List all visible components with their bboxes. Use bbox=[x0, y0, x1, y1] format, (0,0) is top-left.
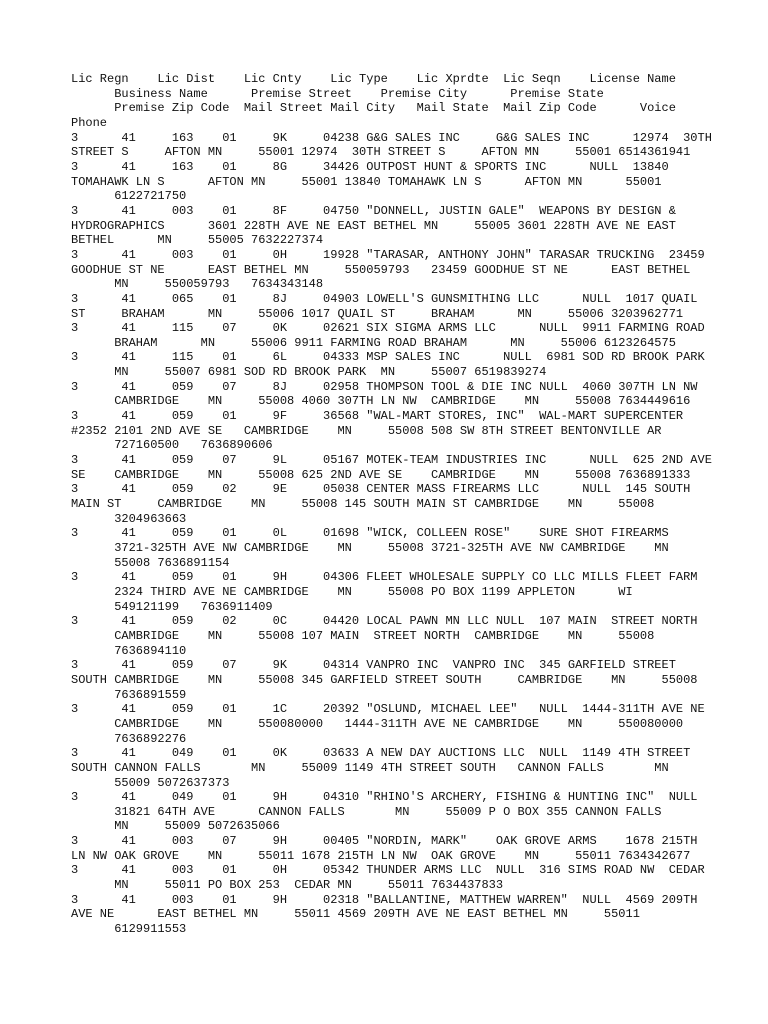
text-line: 3 41 059 01 9H 04306 FLEET WHOLESALE SUPPLY CO LLC MILLS FLEET FARM bbox=[71, 570, 698, 585]
text-line: 3 41 059 01 0L 01698 "WICK, COLLEEN ROSE" SURE SHOT FIREARMS bbox=[71, 526, 669, 541]
text-line: MN 550059793 7634343148 bbox=[71, 277, 324, 292]
text-line: 7636891559 bbox=[71, 687, 187, 702]
text-line: 3 41 003 07 9H 00405 "NORDIN, MARK" OAK GROVE ARMS 1678 215TH bbox=[71, 834, 698, 849]
text-line: 31821 64TH AVE CANNON FALLS MN 55009 P O BOX 355 CANNON FALLS bbox=[71, 804, 662, 819]
text-line: 3 41 163 01 8G 34426 OUTPOST HUNT & SPORTS INC NULL 13840 bbox=[71, 159, 669, 174]
text-line: SE CAMBRIDGE MN 55008 625 2ND AVE SE CAMBRIDGE MN 55008 7636891333 bbox=[71, 467, 691, 482]
text-line: Lic Regn Lic Dist Lic Cnty Lic Type Lic Xprdte Lic Seqn License Name bbox=[71, 72, 676, 86]
text-line: Premise Zip Code Mail Street Mail City Mail State Mail Zip Code Voice bbox=[71, 101, 676, 116]
text-line: 3 41 059 07 9K 04314 VANPRO INC VANPRO INC 345 GARFIELD STREET bbox=[71, 658, 676, 673]
text-line: 55009 5072637373 bbox=[71, 775, 230, 790]
text-line: MN 55011 PO BOX 253 CEDAR MN 55011 7634437833 bbox=[71, 878, 504, 893]
text-line: 727160500 7636890606 bbox=[71, 438, 273, 453]
text-line: 3 41 059 07 9L 05167 MOTEK-TEAM INDUSTRIES INC NULL 625 2ND AVE bbox=[71, 453, 712, 468]
text-line: 3 41 049 01 9H 04310 "RHINO'S ARCHERY, FISHING & HUNTING INC" NULL bbox=[71, 790, 698, 805]
text-line: 3721-325TH AVE NW CAMBRIDGE MN 55008 3721-325TH AVE NW CAMBRIDGE MN bbox=[71, 541, 669, 555]
text-line: SOUTH CAMBRIDGE MN 55008 345 GARFIELD STREET SOUTH CAMBRIDGE MN 55008 bbox=[71, 672, 698, 687]
text-line: 3 41 115 01 6L 04333 MSP SALES INC NULL 6981 SOD RD BROOK PARK bbox=[71, 350, 705, 365]
text-line: 6122721750 bbox=[71, 189, 187, 204]
text-line: 3 41 049 01 0K 03633 A NEW DAY AUCTIONS LLC NULL 1149 4TH STREET bbox=[71, 746, 691, 761]
text-line: 3 41 065 01 8J 04903 LOWELL'S GUNSMITHING LLC NULL 1017 QUAIL bbox=[71, 291, 698, 306]
text-line: #2352 2101 2ND AVE SE CAMBRIDGE MN 55008 508 SW 8TH STREET BENTONVILLE AR bbox=[71, 423, 662, 438]
text-line: 3 41 163 01 9K 04238 G&G SALES INC G&G SALES INC 12974 30TH bbox=[71, 130, 712, 145]
text-line: CAMBRIDGE MN 550080000 1444-311TH AVE NE CAMBRIDGE MN 550080000 bbox=[71, 716, 684, 731]
text-line: MAIN ST CAMBRIDGE MN 55008 145 SOUTH MAIN ST CAMBRIDGE MN 55008 bbox=[71, 497, 655, 512]
text-line: 7636892276 bbox=[71, 731, 187, 746]
text-line: BETHEL MN 55005 7632227374 bbox=[71, 233, 324, 248]
text-line: 3 41 059 01 1C 20392 "OSLUND, MICHAEL LEE" NULL 1444-311TH AVE NE bbox=[71, 702, 705, 717]
text-line: Business Name Premise Street Premise City Premise State bbox=[71, 86, 604, 101]
text-line: 3 41 059 02 0C 04420 LOCAL PAWN MN LLC NULL 107 MAIN STREET NORTH bbox=[71, 614, 698, 629]
text-line: CAMBRIDGE MN 55008 107 MAIN STREET NORTH CAMBRIDGE MN 55008 bbox=[71, 628, 655, 643]
text-line: MN 55007 6981 SOD RD BROOK PARK MN 55007 6519839274 bbox=[71, 365, 547, 380]
text-line: HYDROGRAPHICS 3601 228TH AVE NE EAST BETHEL MN 55005 3601 228TH AVE NE EAST bbox=[71, 218, 676, 233]
text-line: BRAHAM MN 55006 9911 FARMING ROAD BRAHAM MN 55006 6123264575 bbox=[71, 335, 676, 350]
text-line: 3 41 003 01 0H 19928 "TARASAR, ANTHONY JOHN" TARASAR TRUCKING 23459 bbox=[71, 247, 705, 262]
license-listing-text bbox=[71, 72, 761, 937]
text-line: AVE NE EAST BETHEL MN 55011 4569 209TH AVE NE EAST BETHEL MN 55011 bbox=[71, 907, 640, 922]
text-line: 3 41 003 01 8F 04750 "DONNELL, JUSTIN GALE" WEAPONS BY DESIGN & bbox=[71, 203, 676, 218]
text-line: MN 55009 5072635066 bbox=[71, 819, 280, 834]
text-line: CAMBRIDGE MN 55008 4060 307TH LN NW CAMBRIDGE MN 55008 7634449616 bbox=[71, 394, 691, 409]
text-line: 55008 7636891154 bbox=[71, 555, 230, 570]
text-line: 7636894110 bbox=[71, 643, 187, 658]
text-line: 3 41 115 07 0K 02621 SIX SIGMA ARMS LLC NULL 9911 FARMING ROAD bbox=[71, 321, 705, 336]
text-line: ST BRAHAM MN 55006 1017 QUAIL ST BRAHAM MN 55006 3203962771 bbox=[71, 306, 684, 321]
text-line: 3 41 059 02 9E 05038 CENTER MASS FIREARMS LLC NULL 145 SOUTH bbox=[71, 482, 691, 497]
text-line: 3 41 059 07 8J 02958 THOMPSON TOOL & DIE INC NULL 4060 307TH LN NW bbox=[71, 379, 698, 394]
text-line: SOUTH CANNON FALLS MN 55009 1149 4TH STREET SOUTH CANNON FALLS MN bbox=[71, 760, 669, 775]
text-line: GOODHUE ST NE EAST BETHEL MN 550059793 23459 GOODHUE ST NE EAST BETHEL bbox=[71, 262, 691, 277]
text-line: 3 41 003 01 9H 02318 "BALLANTINE, MATTHEW WARREN" NULL 4569 209TH bbox=[71, 892, 698, 907]
text-line: LN NW OAK GROVE MN 55011 1678 215TH LN NW OAK GROVE MN 55011 7634342677 bbox=[71, 848, 691, 863]
text-line: 549121199 7636911409 bbox=[71, 599, 273, 614]
text-line: 3 41 059 01 9F 36568 "WAL-MART STORES, INC" WAL-MART SUPERCENTER bbox=[71, 409, 684, 424]
text-line: 3204963663 bbox=[71, 511, 187, 526]
text-line: 2324 THIRD AVE NE CAMBRIDGE MN 55008 PO BOX 1199 APPLETON WI bbox=[71, 584, 633, 599]
text-line: STREET S AFTON MN 55001 12974 30TH STREET S AFTON MN 55001 6514361941 bbox=[71, 145, 691, 160]
text-line: TOMAHAWK LN S AFTON MN 55001 13840 TOMAHAWK LN S AFTON MN 55001 bbox=[71, 174, 662, 189]
text-line: Phone bbox=[71, 115, 108, 130]
text-line: 3 41 003 01 0H 05342 THUNDER ARMS LLC NULL 316 SIMS ROAD NW CEDAR bbox=[71, 863, 705, 878]
text-line: 6129911553 bbox=[71, 922, 187, 937]
